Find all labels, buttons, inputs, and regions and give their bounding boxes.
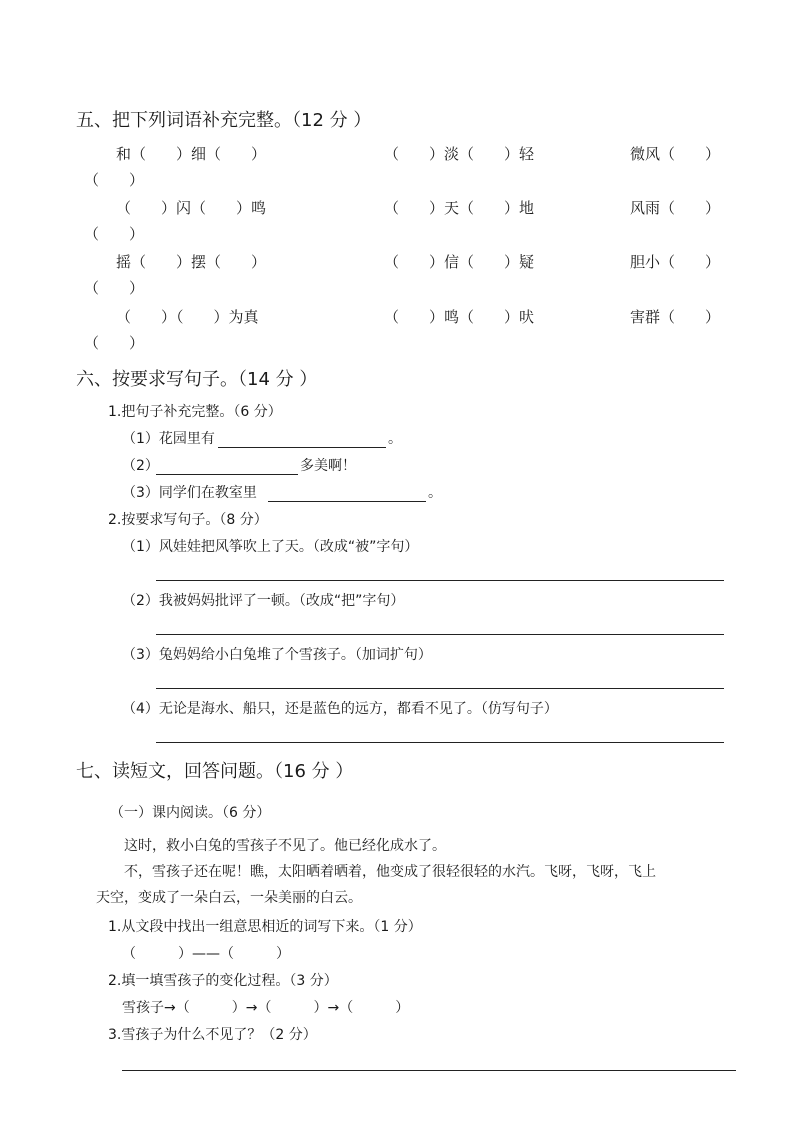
- q1-item-3-suffix: 。: [428, 485, 442, 501]
- reading-q1-title: 1.从文段中找出一组意思相近的词写下来。（1 分）: [108, 919, 422, 935]
- word-row-3-wrap: （ ）: [84, 279, 145, 297]
- word-row-2-col-a: （ ）闪（ ）鸣: [116, 199, 267, 217]
- section-5-heading: 五、把下列词语补充完整。（12 分 ）: [76, 110, 372, 131]
- word-row-1-col-b: （ ）淡（ ）轻: [384, 145, 535, 163]
- q2-item-1-answer-line[interactable]: [156, 580, 724, 581]
- q2-item-2-answer-line[interactable]: [156, 634, 724, 635]
- q1-item-1-answer-line[interactable]: [218, 447, 386, 448]
- word-row-2-wrap: （ ）: [84, 225, 145, 243]
- reading-q2-answer[interactable]: 雪孩子→（ ）→（ ）→（ ）: [122, 1000, 410, 1016]
- q1-item-3-answer-line[interactable]: [268, 501, 426, 502]
- word-row-4-col-c: 害群（ ）: [630, 308, 721, 326]
- section-6-heading: 六、按要求写句子。（14 分 ）: [76, 369, 318, 390]
- q1-item-2-suffix: 多美啊！: [300, 458, 356, 474]
- passage-line-2: 不，雪孩子还在呢！瞧，太阳晒着晒着，他变成了很轻很轻的水汽。飞呀，飞呀，飞上: [124, 864, 656, 880]
- word-row-4-col-b: （ ）鸣（ ）吠: [384, 308, 535, 326]
- q2-title: 2.按要求写句子。（8 分）: [108, 512, 268, 528]
- q1-item-1-prefix: （1）花园里有: [122, 431, 215, 447]
- word-row-3-col-c: 胆小（ ）: [630, 253, 721, 271]
- reading-q1-answer[interactable]: （ ）——（ ）: [122, 946, 290, 962]
- reading-subsection-title: （一）课内阅读。（6 分）: [110, 805, 271, 821]
- reading-q3-title: 3.雪孩子为什么不见了？（2 分）: [108, 1027, 317, 1043]
- word-row-1-wrap: （ ）: [84, 171, 145, 189]
- q2-item-4: （4）无论是海水、船只，还是蓝色的远方，都看不见了。（仿写句子）: [122, 701, 558, 717]
- passage-line-3: 天空，变成了一朵白云，一朵美丽的白云。: [96, 890, 362, 906]
- q2-item-4-answer-line[interactable]: [156, 742, 724, 743]
- q1-title: 1.把句子补充完整。（6 分）: [108, 404, 282, 420]
- word-row-3-col-b: （ ）信（ ）疑: [384, 253, 535, 271]
- word-row-2-col-c: 风雨（ ）: [630, 199, 721, 217]
- word-row-4-wrap: （ ）: [84, 334, 145, 352]
- word-row-1-col-a: 和（ ）细（ ）: [116, 145, 267, 163]
- q2-item-3: （3）兔妈妈给小白兔堆了个雪孩子。（加词扩句）: [122, 647, 432, 663]
- word-row-3-col-a: 摇（ ）摆（ ）: [116, 253, 267, 271]
- q2-item-1: （1）风娃娃把风筝吹上了天。（改成“被”字句）: [122, 539, 419, 555]
- q1-item-2-answer-line[interactable]: [156, 474, 298, 475]
- q1-item-3-prefix: （3）同学们在教室里: [122, 485, 257, 501]
- section-7-heading: 七、读短文，回答问题。（16 分 ）: [76, 761, 354, 782]
- reading-q3-answer-line[interactable]: [122, 1070, 736, 1071]
- q1-item-1-suffix: 。: [388, 431, 402, 447]
- q2-item-2: （2）我被妈妈批评了一顿。（改成“把”字句）: [122, 593, 405, 609]
- q2-item-3-answer-line[interactable]: [156, 688, 724, 689]
- passage-line-1: 这时，救小白兔的雪孩子不见了。他已经化成水了。: [124, 838, 446, 854]
- q1-item-2-prefix: （2）: [122, 458, 159, 474]
- word-row-4-col-a: （ ）（ ）为真: [116, 308, 259, 326]
- word-row-2-col-b: （ ）天（ ）地: [384, 199, 535, 217]
- word-row-1-col-c: 微风（ ）: [630, 145, 721, 163]
- reading-q2-title: 2.填一填雪孩子的变化过程。（3 分）: [108, 973, 338, 989]
